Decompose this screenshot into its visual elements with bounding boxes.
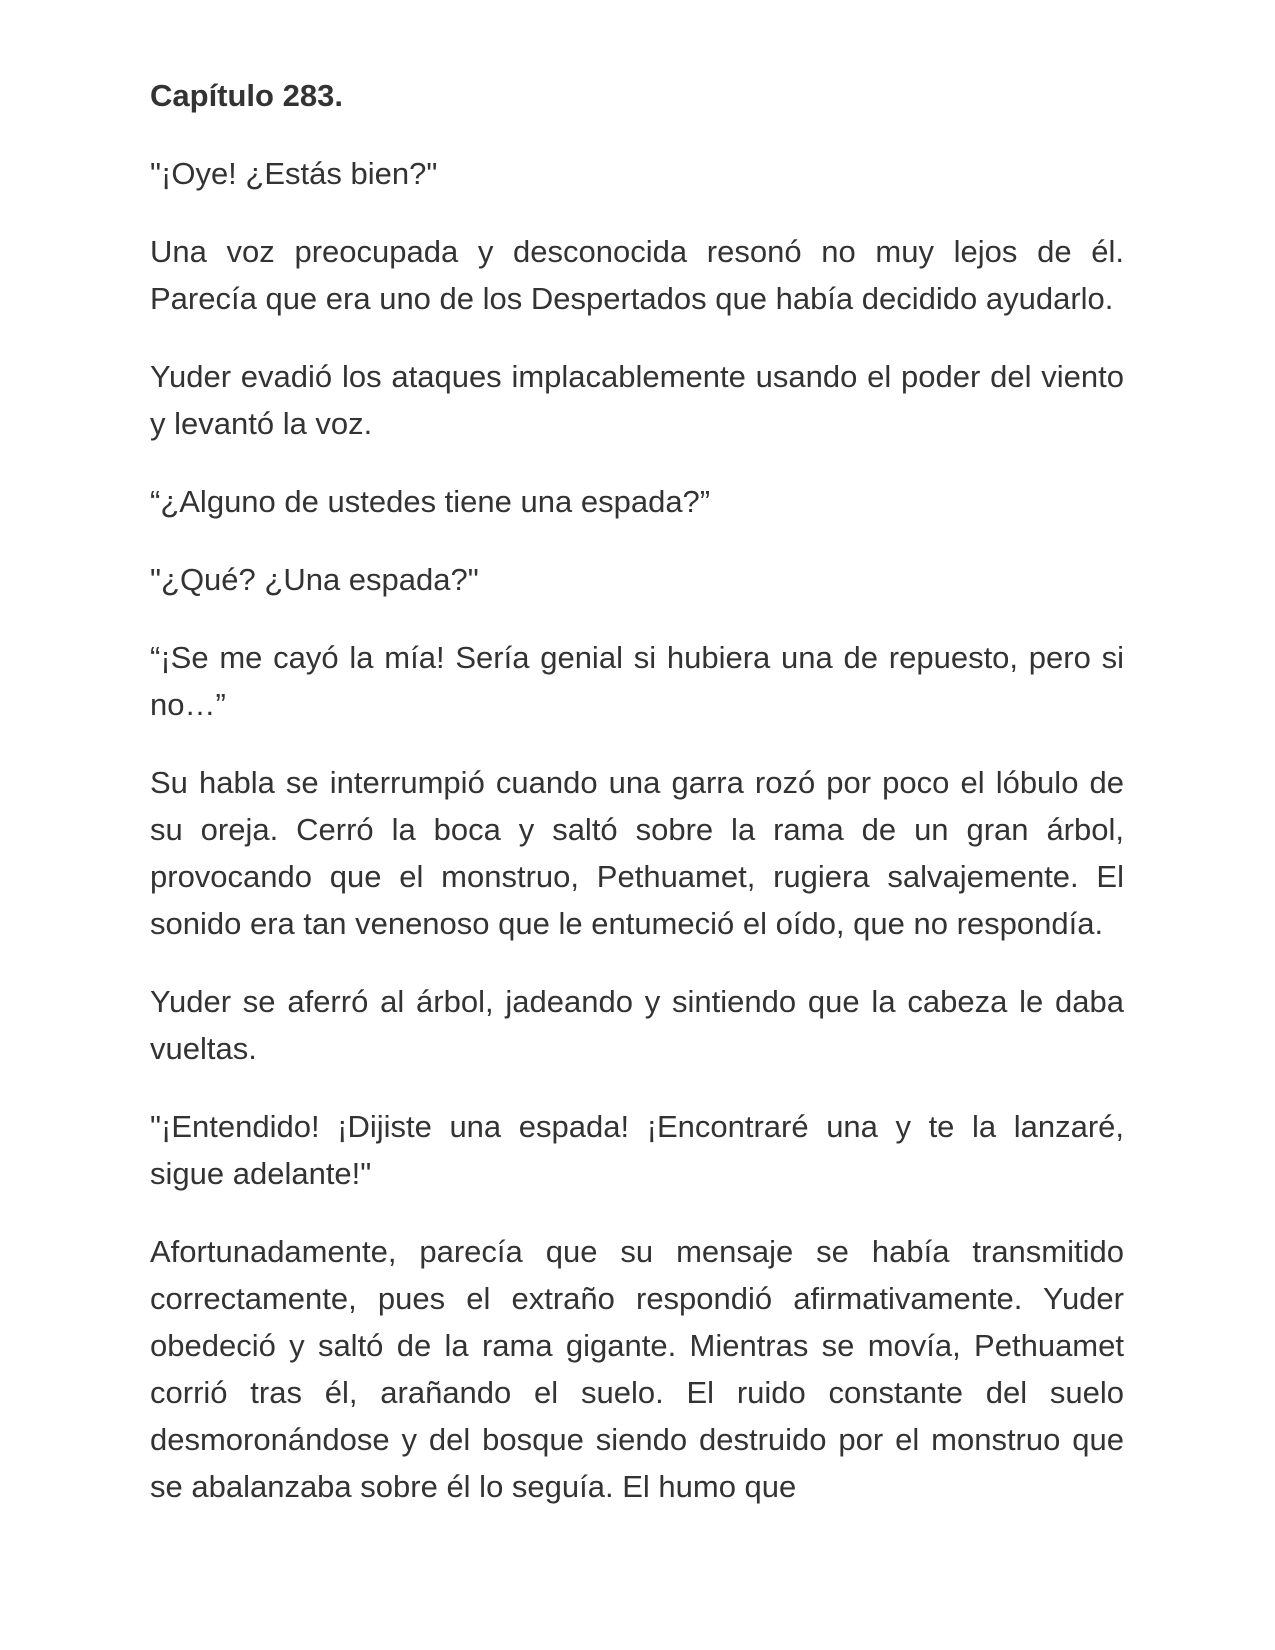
document-page (150, 72, 1124, 1510)
paragraph-9: "¡Entendido! ¡Dijiste una espada! ¡Encontraré una y te la lanzaré, sigue adelante!" (150, 1109, 1124, 1191)
paragraph-3: Yuder evadió los ataques implacablemente usando el poder del viento y levantó la voz. (150, 359, 1124, 441)
paragraph-4: “¿Alguno de ustedes tiene una espada?” (150, 484, 711, 519)
paragraph-5: "¿Qué? ¿Una espada?" (150, 562, 479, 597)
chapter-title: Capítulo 283. (150, 78, 343, 113)
paragraph-2: Una voz preocupada y desconocida resonó no muy lejos de él. Parecía que era uno de los Despertados que había decidido ayudarlo. (150, 234, 1124, 316)
paragraph-8: Yuder se aferró al árbol, jadeando y sintiendo que la cabeza le daba vueltas. (150, 984, 1124, 1066)
paragraph-1: "¡Oye! ¿Estás bien?" (150, 156, 438, 191)
paragraph-6: “¡Se me cayó la mía! Sería genial si hubiera una de repuesto, pero si no…” (150, 640, 1124, 722)
paragraph-10: Afortunadamente, parecía que su mensaje se había transmitido correctamente, pues el extraño respondió afirmativamente. Yuder obedeció y saltó de la rama gigante. Mientras se movía, Pethuamet corrió tras él, arañando el suelo. El ruido constante del suelo desmoronándose y del bosque siendo destruido por el monstruo que se abalanzaba sobre él lo seguía. El humo que (150, 1234, 1124, 1504)
paragraph-7: Su habla se interrumpió cuando una garra rozó por poco el lóbulo de su oreja. Cerró la boca y saltó sobre la rama de un gran árbol, provocando que el monstruo, Pethuamet, rugiera salvajemente. El sonido era tan venenoso que le entumeció el oído, que no respondía. (150, 765, 1124, 941)
